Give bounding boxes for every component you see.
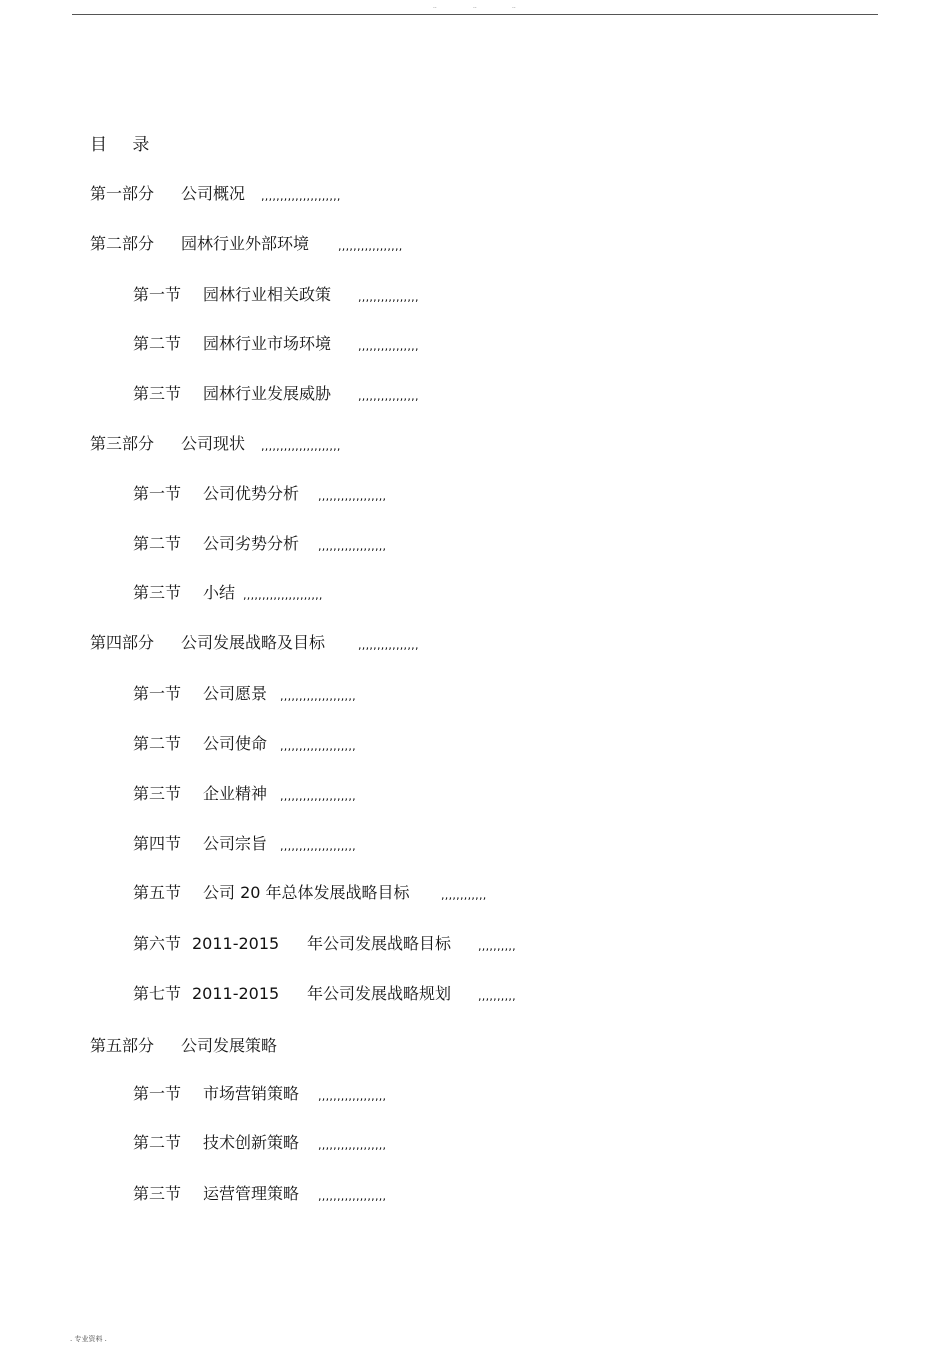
toc-entry-title: 公司 20 年总体发展战略目标	[203, 883, 410, 902]
toc-entry-title: 公司发展战略及目标	[181, 633, 326, 652]
toc-entry-label: 第三节	[133, 1184, 182, 1203]
toc-entry-title: 公司现状	[181, 434, 246, 453]
toc-entry-label: 第一节	[133, 484, 182, 503]
toc-entry-dots: ,,,,,,,,,,,,,,,,,,,,	[280, 740, 356, 753]
toc-entry-dots: ,,,,,,,,,,,,,,,,,,	[318, 540, 387, 553]
toc-entry-year: 2011-2015	[192, 934, 280, 953]
toc-entry-title: 小结	[203, 583, 236, 602]
toc-entry-title: 市场营销策略	[203, 1084, 300, 1103]
toc-entry-title: 公司愿景	[203, 684, 268, 703]
toc-entry-title: 企业精神	[203, 784, 268, 803]
toc-entry-title: 公司使命	[203, 734, 268, 753]
toc-entry-dots: ,,,,,,,,,,,,,,,,,,	[318, 1090, 387, 1103]
toc-entry-label: 第一部分	[90, 184, 155, 203]
toc-title: 目 录	[90, 135, 160, 155]
toc-entry-title: 年公司发展战略目标	[307, 934, 452, 953]
toc-entry-label: 第四部分	[90, 633, 155, 652]
toc-entry-label: 第二节	[133, 334, 182, 353]
toc-entry-label: 第一节	[133, 1084, 182, 1103]
toc-entry-year: 2011-2015	[192, 984, 280, 1003]
toc-entry-title: 公司发展策略	[181, 1036, 278, 1055]
toc-entry-title: 园林行业发展威胁	[203, 384, 332, 403]
toc-entry-label: 第二节	[133, 1133, 182, 1152]
toc-entry-label: 第三节	[133, 784, 182, 803]
toc-entry-dots: ,,,,,,,,,,,,,,,,,,,,	[280, 690, 356, 703]
toc-entry-dots: ,,,,,,,,,,,,,,,,	[358, 340, 419, 353]
header-mark: ..	[473, 3, 477, 10]
toc-entry-title: 技术创新策略	[203, 1133, 300, 1152]
footer-text: . 专业资料 .	[70, 1335, 107, 1343]
header-mark: ..	[512, 3, 516, 10]
toc-entry-dots: ,,,,,,,,,,,,,,,,	[358, 291, 419, 304]
toc-entry-dots: ,,,,,,,,,,,,,,,,,,,,,	[243, 589, 323, 602]
toc-entry-dots: ,,,,,,,,,,,,,,,,,,	[318, 1190, 387, 1203]
toc-entry-label: 第一节	[133, 285, 182, 304]
toc-entry-dots: ,,,,,,,,,,,,,,,,,,,,,	[261, 190, 341, 203]
toc-entry-dots: ,,,,,,,,,,,,,,,,,,,,	[280, 790, 356, 803]
toc-entry-dots: ,,,,,,,,,,	[478, 990, 516, 1003]
toc-entry-dots: ,,,,,,,,,,,,,,,,,,	[318, 1139, 387, 1152]
toc-entry-dots: ,,,,,,,,,,,,,,,,	[358, 390, 419, 403]
toc-entry-dots: ,,,,,,,,,,,,,,,,,,,,	[280, 840, 356, 853]
toc-entry-title: 运营管理策略	[203, 1184, 300, 1203]
toc-entry-label: 第二部分	[90, 234, 155, 253]
toc-entry-label: 第四节	[133, 834, 182, 853]
toc-entry-dots: ,,,,,,,,,,	[478, 940, 516, 953]
toc-entry-title: 年公司发展战略规划	[307, 984, 452, 1003]
toc-entry-dots: ,,,,,,,,,,,,,,,,,	[338, 240, 403, 253]
toc-entry-label: 第三部分	[90, 434, 155, 453]
toc-entry-dots: ,,,,,,,,,,,,,,,,,,	[318, 490, 387, 503]
header-mark: ..	[433, 3, 437, 10]
toc-entry-title: 公司劣势分析	[203, 534, 300, 553]
toc-entry-title: 公司概况	[181, 184, 246, 203]
toc-entry-label: 第五部分	[90, 1036, 155, 1055]
toc-entry-title: 园林行业外部环境	[181, 234, 310, 253]
toc-entry-title: 园林行业市场环境	[203, 334, 332, 353]
toc-entry-dots: ,,,,,,,,,,,,	[441, 889, 487, 902]
toc-entry-label: 第三节	[133, 384, 182, 403]
toc-entry-title: 公司优势分析	[203, 484, 300, 503]
toc-entry-label: 第五节	[133, 883, 182, 902]
toc-entry-label: 第二节	[133, 534, 182, 553]
toc-entry-title: 公司宗旨	[203, 834, 268, 853]
toc-entry-dots: ,,,,,,,,,,,,,,,,	[358, 639, 419, 652]
toc-entry-label: 第一节	[133, 684, 182, 703]
toc-entry-label: 第二节	[133, 734, 182, 753]
toc-entry-label: 第六节	[133, 934, 182, 953]
toc-entry-label: 第七节	[133, 984, 182, 1003]
toc-entry-title: 园林行业相关政策	[203, 285, 332, 304]
toc-entry-label: 第三节	[133, 583, 182, 602]
toc-entry-dots: ,,,,,,,,,,,,,,,,,,,,,	[261, 440, 341, 453]
